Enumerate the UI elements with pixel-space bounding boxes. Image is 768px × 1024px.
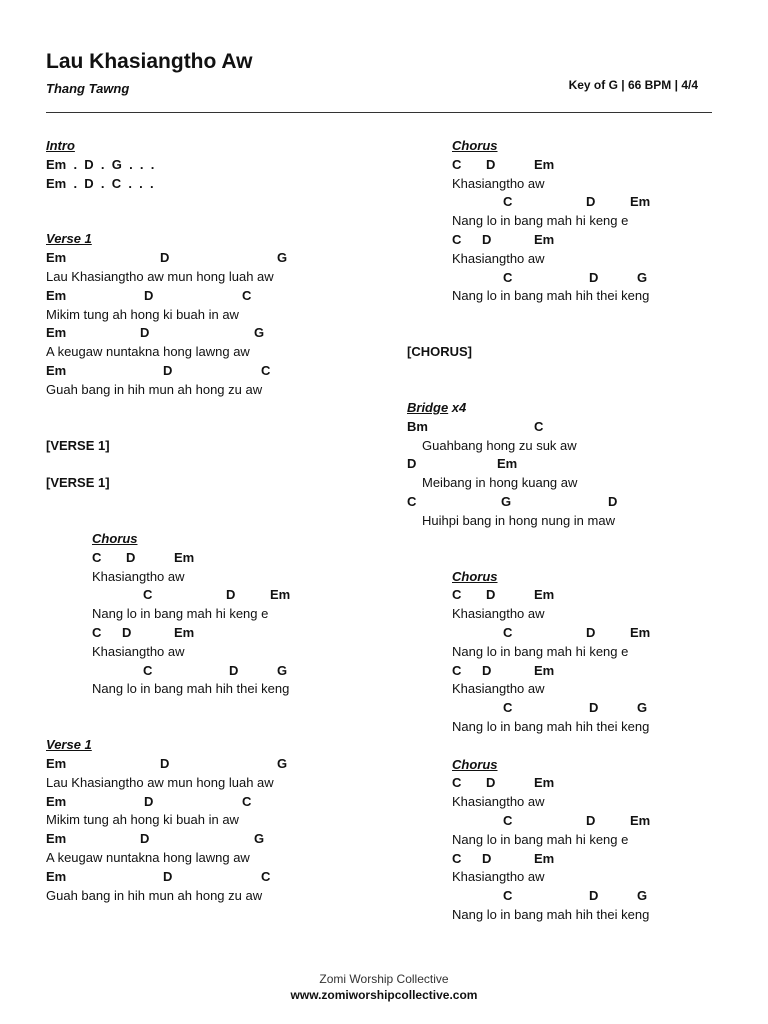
left-column [46,137,376,905]
chorus-label: Chorus [92,530,138,546]
lyric-line: Khasiangtho aw [452,606,545,622]
song-artist: Thang Tawng [46,81,130,96]
lyric-line: Khasiangtho aw [452,175,545,191]
lyric-line: Nang lo in bang mah hih thei keng [452,906,650,922]
verse-section [46,736,376,905]
chorus-section [46,530,376,699]
chord: Em [46,755,67,771]
chord: C [92,624,102,640]
chord: Em [46,287,67,303]
chorus-label: Chorus [452,138,498,153]
chorus-reference: [CHORUS] [407,344,472,360]
chord-line [46,868,376,887]
chord: C [452,231,462,247]
song-title: Lau Khasiangtho Aw [46,50,253,73]
lyric-line: Meibang in hong kuang aw [422,475,578,491]
chord: Em [534,850,555,866]
lyric-line: Mikim tung ah hong ki buah in aw [46,812,239,828]
chord: G [637,888,648,904]
chord: D [608,493,618,509]
chord-line [452,586,727,605]
chord-line [92,624,376,643]
chord: Em [497,456,518,472]
lyric-line: Nang lo in bang mah hih thei keng [92,681,290,697]
chord-line [452,662,727,681]
chord: G [637,700,648,716]
lyric-line: A keugaw nuntakna hong lawng aw [46,849,250,865]
chord: Em [630,624,651,640]
chord: C [452,156,462,172]
chord: Em [174,624,195,640]
chord-line [452,699,727,718]
chord: Em [46,831,67,847]
chord: D [126,549,136,565]
chord: D [160,755,170,771]
lyric-line: Guahbang hong zu suk aw [422,437,577,453]
lyric-line: Nang lo in bang mah hih thei keng [452,288,650,304]
chord: D [586,812,596,828]
chord: C [242,793,252,809]
chord: Em [534,662,555,678]
chord-line [452,850,727,869]
chord: C [503,700,513,716]
bridge-repeat: x4 [451,399,467,415]
chord: D [482,850,492,866]
lyric-line: Lau Khasiangtho aw mun hong luah aw [46,268,274,284]
chord-line [452,887,727,906]
chorus-section [407,756,727,925]
header-divider [46,112,712,113]
chord: C [92,549,102,565]
chord: G [501,493,512,509]
chord-line [46,249,376,268]
chord: D [144,793,154,809]
chord: D [163,362,173,378]
chord-line [46,287,376,306]
lyric-line: Khasiangtho aw [452,794,545,810]
chord-line [46,793,376,812]
chord: C [503,888,513,904]
chord: Em [46,868,67,884]
chord: C [143,662,153,678]
chord: C [452,775,462,791]
lyric-line: Mikim tung ah hong ki buah in aw [46,306,239,322]
lyric-line: Nang lo in bang mah hi keng e [92,606,269,622]
chord: D [407,456,417,472]
lyric-line: Nang lo in bang mah hi keng e [452,213,629,229]
chord: G [277,662,288,678]
chord-line [452,812,727,831]
chord: Em [270,587,291,603]
chord: C [242,287,252,303]
chord: D [140,831,150,847]
chorus-label: Chorus [452,568,498,584]
verse-reference: [VERSE 1] [46,475,110,491]
chord: D [122,624,132,640]
lyric-line: Khasiangtho aw [452,681,545,697]
lyric-line: A keugaw nuntakna hong lawng aw [46,344,250,360]
chord: C [452,850,462,866]
chord: G [254,325,265,341]
chord: D [586,194,596,210]
lyric-line: Khasiangtho aw [452,869,545,885]
verse-section [46,230,376,399]
chord: D [482,231,492,247]
chord: G [637,269,648,285]
chord-line [407,493,727,512]
chord: D [589,269,599,285]
chord-line [452,156,727,175]
chord: Em [534,156,555,172]
chord-line [46,755,376,774]
chord: Em [46,362,67,378]
chorus-label: Chorus [452,756,498,772]
chord-line [452,231,727,250]
chord-line [407,418,727,437]
chord: C [503,269,513,285]
chord: Em [630,194,651,210]
chord: C [503,624,513,640]
chord-line [452,193,727,212]
verse-reference: [VERSE 1] [46,437,110,453]
chord: Em [630,812,651,828]
lyric-line: Huihpi bang in hong nung in maw [422,512,615,528]
footer-url[interactable]: www.zomiworshipcollective.com [290,988,478,1002]
chord-line [92,549,376,568]
chord: G [254,831,265,847]
chord-line [452,774,727,793]
chord: Em [534,775,555,791]
lyric-line: Lau Khasiangtho aw mun hong luah aw [46,774,274,790]
chord: Em [534,231,555,247]
chord: C [261,868,271,884]
chord: D [486,156,496,172]
verse-label: Verse 1 [46,231,92,247]
chord-line [92,662,376,681]
chord: Em [46,325,67,341]
chord: G [277,755,288,771]
lyric-line: Khasiangtho aw [452,250,545,266]
chord-line [92,586,376,605]
chord: Bm [407,418,428,434]
chord: C [261,362,271,378]
chord: D [140,325,150,341]
intro-label: Intro [46,138,75,153]
chord-line [46,362,376,381]
chord-line [452,269,727,288]
lyric-line: Nang lo in bang mah hi keng e [452,643,629,659]
chord-line [46,830,376,849]
footer-org: Zomi Worship Collective [319,972,449,986]
intro-section [46,137,376,193]
lyric-line: Nang lo in bang mah hi keng e [452,831,629,847]
lyric-line: Khasiangtho aw [92,568,185,584]
bridge-section [407,399,727,531]
bridge-label: Bridge [407,399,449,415]
chord: D [160,250,170,266]
chord: C [143,587,153,603]
chord: Em [46,793,67,809]
chord: D [486,775,496,791]
chord: D [229,662,239,678]
chord: Em [174,549,195,565]
lyric-line: Guah bang in hih mun ah hong zu aw [46,381,263,397]
chord-line [407,455,727,474]
chord: C [452,662,462,678]
chord: C [534,418,544,434]
chord: G [277,250,288,266]
chord: Em [46,250,67,266]
chord: D [589,888,599,904]
chord: D [586,624,596,640]
chord: D [589,700,599,716]
chord: D [163,868,173,884]
lyric-line: Khasiangtho aw [92,643,185,659]
chorus-section [407,137,727,306]
chord: D [482,662,492,678]
lyric-line: Guah bang in hih mun ah hong zu aw [46,887,263,903]
intro-line: Em . D . G . . . [46,156,155,172]
chord: D [486,587,496,603]
chord-line [46,324,376,343]
chord: D [144,287,154,303]
chord: C [452,587,462,603]
chord-line [452,624,727,643]
chord: Em [534,587,555,603]
song-meta: Key of G | 66 BPM | 4/4 [568,78,698,92]
lyric-line: Nang lo in bang mah hih thei keng [452,718,650,734]
chord: C [407,493,417,509]
chord: D [226,587,236,603]
verse-label: Verse 1 [46,737,92,753]
right-column [407,137,727,925]
chord: C [503,194,513,210]
chord: C [503,812,513,828]
intro-line: Em . D . C . . . [46,175,154,191]
chorus-section [407,568,727,737]
